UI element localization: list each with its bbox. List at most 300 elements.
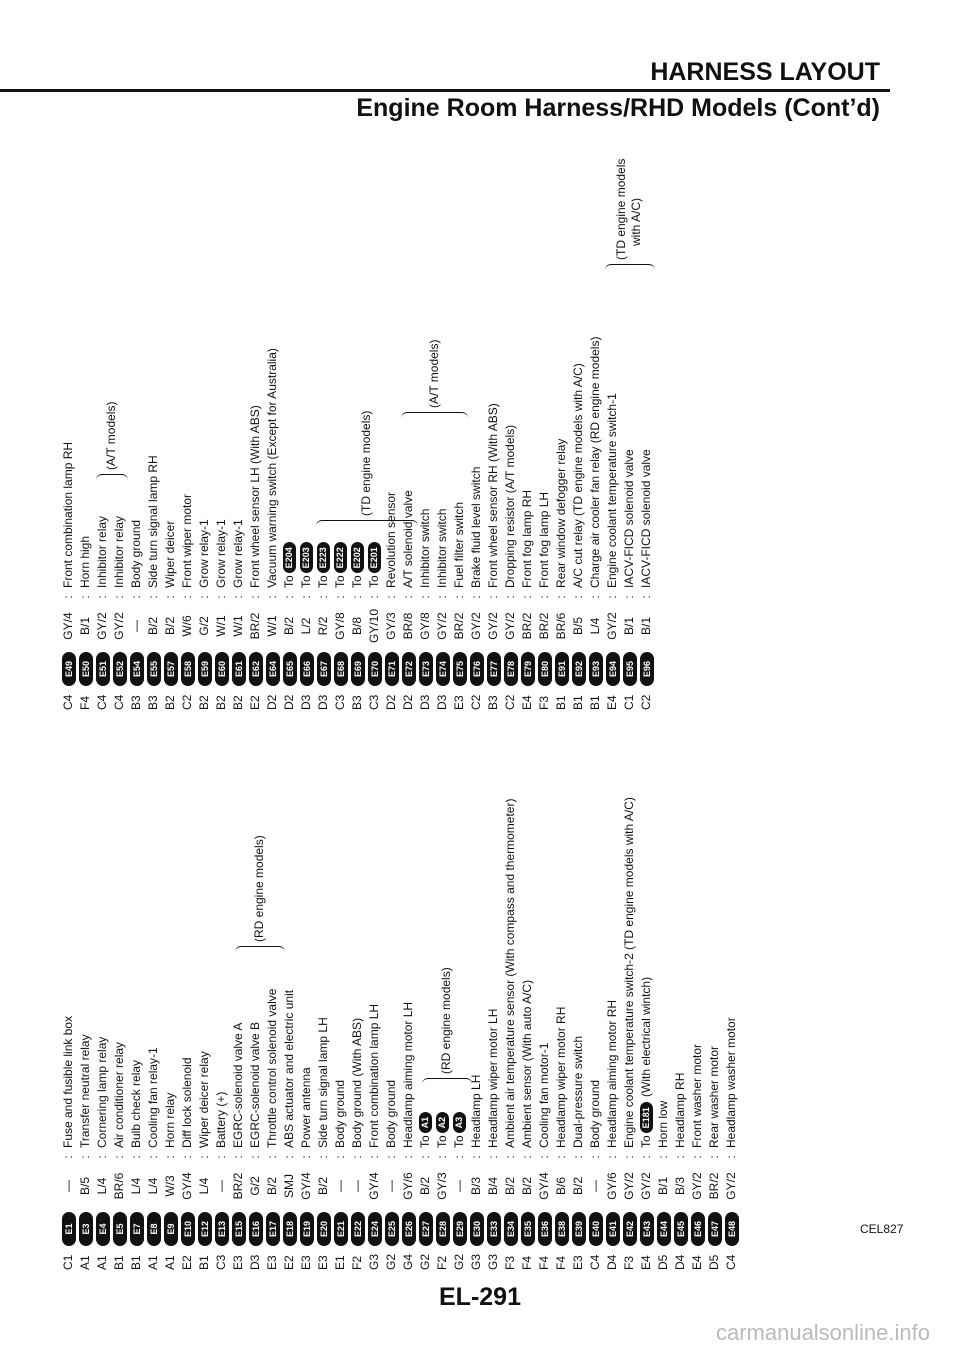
separator: : — [401, 1155, 415, 1159]
connector-description — [570, 1036, 587, 1148]
wire-color: GY/2 — [486, 612, 500, 640]
wire-color: BR/2 — [707, 1172, 721, 1200]
separator: : — [350, 595, 364, 599]
connector-badge: E96 — [640, 652, 654, 686]
grid-ref: B3 — [129, 695, 143, 710]
grid-ref: C3 — [333, 694, 347, 710]
note-at-inhibitor-relay: (A/T models) — [104, 401, 118, 470]
grid-ref: G3 — [486, 1253, 500, 1270]
separator: : — [639, 1155, 653, 1159]
target-connector-badge: E223 — [317, 542, 330, 573]
target-connector-badge: A3 — [453, 1112, 466, 1134]
to-label: To — [299, 575, 313, 588]
description-text: Wiper deicer relay — [197, 1051, 211, 1148]
description-text: Grow relay-1 — [231, 519, 245, 588]
to-label: To — [367, 575, 381, 588]
separator: : — [112, 1155, 126, 1159]
wire-color: GY/2 — [435, 612, 449, 640]
connector-badge: E57 — [164, 652, 178, 686]
description-text: Front combination lamp RH — [61, 441, 75, 588]
wire-color: L/4 — [146, 1177, 160, 1195]
connector-description — [332, 1080, 349, 1148]
connector-description — [230, 1023, 247, 1148]
connector-badge: E72 — [402, 652, 416, 686]
connector-badge: E34 — [504, 1212, 518, 1246]
wire-color: W/6 — [180, 615, 194, 637]
connector-description — [706, 1046, 723, 1148]
connector-description — [94, 1037, 111, 1148]
description-text: Air conditioner relay — [112, 1041, 126, 1148]
brace-td-to — [316, 520, 418, 526]
wire-color: GY/8 — [333, 612, 347, 640]
wire-color: GY/3 — [384, 612, 398, 640]
wire-color: — — [61, 1180, 75, 1192]
grid-ref: B2 — [197, 695, 211, 710]
connector-row — [434, 150, 451, 710]
wire-color: BR/6 — [112, 1172, 126, 1200]
connector-row — [536, 710, 553, 1270]
grid-ref: C4 — [724, 1254, 738, 1270]
connector-badge: E44 — [657, 1212, 671, 1246]
grid-ref: F3 — [537, 695, 551, 710]
separator: : — [316, 595, 330, 599]
wire-color: — — [384, 1180, 398, 1192]
grid-ref: C2 — [639, 694, 653, 710]
watermark: carmanualsonline.info — [715, 1320, 930, 1345]
connector-description — [536, 492, 553, 588]
connector-row — [536, 150, 553, 710]
wire-color: B/8 — [350, 617, 364, 636]
connector-row — [145, 150, 162, 710]
description-text: Bulb check relay — [129, 1059, 143, 1148]
connector-row — [332, 150, 349, 710]
to-label: To — [435, 1135, 449, 1148]
separator: : — [146, 595, 160, 599]
connector-badge: E60 — [215, 652, 229, 686]
connector-row — [264, 150, 281, 710]
separator: : — [418, 595, 432, 599]
connector-description — [60, 442, 77, 588]
connector-row — [94, 710, 111, 1270]
connector-description — [145, 1047, 162, 1148]
wire-color: GY/2 — [690, 1172, 704, 1200]
wire-color: GY/8 — [418, 612, 432, 640]
connector-description — [196, 1051, 213, 1148]
note-at-revolution: (A/T models) — [427, 339, 441, 408]
connector-description — [349, 540, 366, 588]
connector-badge: E40 — [589, 1212, 603, 1246]
connector-badge: E3 — [79, 1212, 93, 1246]
connector-row — [213, 710, 230, 1270]
wire-color: B/1 — [78, 617, 92, 636]
separator: : — [469, 1155, 483, 1159]
connector-description — [434, 509, 451, 588]
connector-badge: E36 — [538, 1212, 552, 1246]
wire-color: — — [129, 620, 143, 632]
brace-at-revolution — [401, 412, 468, 418]
separator: : — [622, 1155, 636, 1159]
brace-rd-to — [422, 1078, 472, 1084]
connector-badge: E33 — [487, 1212, 501, 1246]
connector-badge: E16 — [249, 1212, 263, 1246]
separator: : — [384, 1155, 398, 1159]
wire-color: BR/2 — [248, 612, 262, 640]
connector-row — [315, 150, 332, 710]
target-connector-badge: E202 — [351, 542, 364, 573]
connector-badge: E93 — [589, 652, 603, 686]
description-text: Rear window defogger relay — [554, 438, 568, 588]
connector-description — [451, 502, 468, 588]
wire-color: BR/6 — [554, 612, 568, 640]
connector-description — [366, 1004, 383, 1148]
connector-description — [587, 1080, 604, 1148]
connector-badge: E7 — [130, 1212, 144, 1246]
connector-description — [179, 1058, 196, 1149]
grid-ref: B1 — [129, 1255, 143, 1270]
to-label: To — [316, 575, 330, 588]
grid-ref: E3 — [316, 1255, 330, 1270]
connector-description — [264, 989, 281, 1148]
separator: : — [299, 1155, 313, 1159]
connector-badge: E13 — [215, 1212, 229, 1246]
description-text: Horn low — [656, 1100, 670, 1148]
connector-row — [553, 710, 570, 1270]
wire-color: B/2 — [282, 617, 296, 636]
separator: : — [605, 1155, 619, 1159]
connector-badge: E71 — [385, 652, 399, 686]
connector-badge: E49 — [62, 652, 76, 686]
separator: : — [639, 595, 653, 599]
connector-badge: E39 — [572, 1212, 586, 1246]
connector-badge: E67 — [317, 652, 331, 686]
connector-row — [604, 710, 621, 1270]
description-text: Power antenna — [299, 1067, 313, 1148]
to-label: To — [333, 575, 347, 588]
connector-badge: E94 — [606, 652, 620, 686]
connector-badge: E18 — [283, 1212, 297, 1246]
connector-description — [638, 449, 655, 588]
connector-badge: E66 — [300, 652, 314, 686]
description-text: Headlamp aiming motor RH — [605, 999, 619, 1148]
grid-ref: G3 — [469, 1253, 483, 1270]
wire-color: L/4 — [129, 1177, 143, 1195]
connector-description — [672, 1073, 689, 1148]
grid-ref: E4 — [690, 1255, 704, 1270]
separator: : — [571, 595, 585, 599]
connector-row — [570, 150, 587, 710]
connector-badge: E68 — [334, 652, 348, 686]
separator: : — [248, 595, 262, 599]
connector-row — [366, 710, 383, 1270]
connector-badge: E12 — [198, 1212, 212, 1246]
separator: : — [520, 595, 534, 599]
connector-description — [60, 1016, 77, 1148]
brace-td-ac — [605, 264, 655, 270]
wire-color: — — [350, 1180, 364, 1192]
wire-color: W/1 — [214, 615, 228, 637]
grid-ref: E1 — [333, 1255, 347, 1270]
grid-ref: A1 — [163, 1255, 177, 1270]
connector-description — [451, 1110, 468, 1148]
connector-row — [60, 710, 77, 1270]
connector-row — [587, 150, 604, 710]
connector-table — [60, 150, 880, 1270]
connector-badge: E59 — [198, 652, 212, 686]
description-text: IACV-FICD solenoid valve — [622, 449, 636, 588]
grid-ref: E2 — [180, 1255, 194, 1270]
grid-ref: C3 — [214, 1254, 228, 1270]
wire-color: GY/4 — [61, 612, 75, 640]
description-text: Side turn signal lamp LH — [316, 1017, 330, 1148]
connector-description — [485, 1009, 502, 1148]
connector-badge: E29 — [453, 1212, 467, 1246]
separator: : — [469, 595, 483, 599]
wire-color: GY/2 — [639, 1172, 653, 1200]
description-text: Body ground — [129, 519, 143, 588]
separator: : — [503, 595, 517, 599]
connector-badge: E30 — [470, 1212, 484, 1246]
grid-ref: E2 — [282, 1255, 296, 1270]
connector-badge: E52 — [113, 652, 127, 686]
wire-color: — — [333, 1180, 347, 1192]
separator: : — [537, 595, 551, 599]
wire-color: BR/2 — [452, 612, 466, 640]
separator: : — [452, 1155, 466, 1159]
separator: : — [571, 1155, 585, 1159]
grid-ref: C4 — [95, 694, 109, 710]
grid-ref: E4 — [639, 1255, 653, 1270]
separator: : — [690, 1155, 704, 1159]
connector-badge: E92 — [572, 652, 586, 686]
grid-ref: D3 — [316, 694, 330, 710]
connector-row — [162, 710, 179, 1270]
grid-ref: B1 — [571, 695, 585, 710]
grid-ref: D5 — [707, 1254, 721, 1270]
grid-ref: B2 — [214, 695, 228, 710]
grid-ref: F4 — [520, 1255, 534, 1270]
separator: : — [622, 595, 636, 599]
description-text: Inhibitor relay — [112, 515, 126, 588]
connector-description — [315, 1017, 332, 1148]
connector-badge: E42 — [623, 1212, 637, 1246]
wire-color: GY/3 — [435, 1172, 449, 1200]
connector-row — [298, 150, 315, 710]
grid-ref: C3 — [367, 694, 381, 710]
description-text: Ambient sensor (With auto A/C) — [520, 979, 534, 1148]
connector-row — [315, 710, 332, 1270]
connector-row — [553, 150, 570, 710]
description-text: Body ground — [384, 1079, 398, 1148]
connector-row — [264, 710, 281, 1270]
grid-ref: E3 — [452, 695, 466, 710]
wire-color: GY/2 — [622, 1172, 636, 1200]
connector-badge: E45 — [674, 1212, 688, 1246]
grid-ref: E4 — [605, 695, 619, 710]
target-connector-badge: E203 — [300, 542, 313, 573]
connector-row — [383, 710, 400, 1270]
grid-ref: A1 — [78, 1255, 92, 1270]
grid-ref: E3 — [231, 1255, 245, 1270]
description-text: Fuel filter switch — [452, 501, 466, 588]
wire-color: R/2 — [316, 616, 330, 636]
connector-description — [434, 1110, 451, 1148]
separator: : — [333, 1155, 347, 1159]
connector-row — [111, 710, 128, 1270]
connector-badge: E64 — [266, 652, 280, 686]
note-rd-egrc: (RD engine models) — [252, 835, 266, 942]
wire-color: BR/2 — [520, 612, 534, 640]
separator: : — [163, 1155, 177, 1159]
wire-color: B/1 — [656, 1177, 670, 1196]
to-label: To — [418, 1135, 432, 1148]
connector-badge: E95 — [623, 652, 637, 686]
connector-badge: E74 — [436, 652, 450, 686]
connector-badge: E4 — [96, 1212, 110, 1246]
connector-description — [196, 519, 213, 588]
connector-row — [723, 710, 740, 1270]
wire-color: SMJ — [282, 1174, 296, 1198]
wire-color: B/2 — [146, 617, 160, 636]
grid-ref: F4 — [554, 1255, 568, 1270]
grid-ref: C2 — [180, 694, 194, 710]
grid-ref: B3 — [146, 695, 160, 710]
description-text: IACV-FICD solenoid valve — [639, 449, 653, 588]
connector-description — [247, 405, 264, 588]
separator: : — [78, 595, 92, 599]
grid-ref: C4 — [112, 694, 126, 710]
description-text: Horn relay — [163, 1092, 177, 1148]
description-text: Battery (+) — [214, 1091, 228, 1148]
description-text: Dual-pressure switch — [571, 1035, 585, 1148]
connector-badge: E38 — [555, 1212, 569, 1246]
connector-badge: E73 — [419, 652, 433, 686]
grid-ref: C4 — [61, 694, 75, 710]
wire-color: GY/2 — [95, 612, 109, 640]
separator: : — [554, 595, 568, 599]
connector-badge: E24 — [368, 1212, 382, 1246]
connector-row — [519, 150, 536, 710]
connector-description — [604, 1000, 621, 1148]
connector-description — [417, 1110, 434, 1148]
grid-ref: D2 — [401, 694, 415, 710]
wire-color: L/4 — [588, 617, 602, 635]
connector-description — [162, 1093, 179, 1148]
grid-ref: E3 — [571, 1255, 585, 1270]
connector-description — [502, 799, 519, 1148]
wire-color: B/1 — [639, 617, 653, 636]
separator: : — [61, 595, 75, 599]
connector-row — [502, 710, 519, 1270]
target-connector-badge: E204 — [283, 542, 296, 573]
grid-ref: B1 — [554, 695, 568, 710]
connector-description — [553, 1007, 570, 1148]
separator: : — [554, 1155, 568, 1159]
connector-badge: E58 — [181, 652, 195, 686]
connector-description — [162, 521, 179, 588]
connector-row — [485, 150, 502, 710]
connector-description — [77, 536, 94, 588]
connector-badge: E55 — [147, 652, 161, 686]
description-text: Revolution sensor — [384, 491, 398, 588]
description-text: EGRC-solenoid valve B — [248, 1021, 262, 1148]
wire-color: BR/2 — [231, 1172, 245, 1200]
description-text: A/C cut relay (TD engine models with A/C) — [571, 363, 585, 588]
separator: : — [299, 595, 313, 599]
connector-row — [247, 710, 264, 1270]
connector-badge: E69 — [351, 652, 365, 686]
description-text: Charge air cooler fan relay (RD engine models) — [588, 336, 602, 588]
description-text: Body ground — [588, 1079, 602, 1148]
connector-description — [400, 490, 417, 588]
connector-description — [145, 455, 162, 588]
connector-row — [689, 710, 706, 1270]
connector-row — [400, 150, 417, 710]
connector-badge: E78 — [504, 652, 518, 686]
separator: : — [129, 595, 143, 599]
header-subtitle: Engine Room Harness/RHD Models (Cont’d) — [356, 94, 880, 122]
connector-description — [298, 1067, 315, 1148]
separator: : — [435, 595, 449, 599]
connector-badge: E50 — [79, 652, 93, 686]
grid-ref: C1 — [622, 694, 636, 710]
connector-badge: E28 — [436, 1212, 450, 1246]
grid-ref: F3 — [622, 1255, 636, 1270]
connector-description — [604, 393, 621, 588]
note-td-ac-1: (TD engine models — [614, 158, 628, 260]
description-text: Dropping resistor (A/T models) — [503, 424, 517, 588]
connector-badge: E26 — [402, 1212, 416, 1246]
description-text: Transfer neutral relay — [78, 1034, 92, 1148]
page-number: EL-291 — [439, 1283, 521, 1311]
description-text: Headlamp RH — [673, 1072, 687, 1148]
connector-row — [230, 150, 247, 710]
separator: : — [520, 1155, 534, 1159]
grid-ref: C4 — [588, 1254, 602, 1270]
separator: : — [605, 595, 619, 599]
wire-color: B/6 — [554, 1177, 568, 1196]
wire-color: — — [588, 1180, 602, 1192]
grid-ref: D4 — [605, 1254, 619, 1270]
description-text: Horn high — [78, 535, 92, 588]
connector-badge: E54 — [130, 652, 144, 686]
wire-color: GY/4 — [180, 1172, 194, 1200]
description-text: Brake fluid level switch — [469, 466, 483, 588]
connector-row — [587, 710, 604, 1270]
connector-badge: E76 — [470, 652, 484, 686]
connector-description — [383, 492, 400, 588]
connector-description — [281, 990, 298, 1148]
connector-description — [468, 1075, 485, 1148]
wire-color: B/2 — [520, 1177, 534, 1196]
grid-ref: B2 — [163, 695, 177, 710]
separator: : — [401, 595, 415, 599]
wire-color: BR/8 — [401, 612, 415, 640]
grid-ref: B3 — [350, 695, 364, 710]
connector-badge: E51 — [96, 652, 110, 686]
separator: : — [180, 1155, 194, 1159]
separator: : — [265, 595, 279, 599]
connector-row — [655, 710, 672, 1270]
connector-row — [281, 710, 298, 1270]
connector-badge: E80 — [538, 652, 552, 686]
wire-color: GY/10 — [367, 608, 381, 644]
description-text: Ambient air temperature sensor (With compass and thermometer) — [503, 798, 517, 1148]
connector-row — [332, 710, 349, 1270]
connector-description — [519, 980, 536, 1148]
description-text: Front combination lamp LH — [367, 1003, 381, 1148]
separator: : — [486, 595, 500, 599]
connector-description — [315, 540, 332, 588]
